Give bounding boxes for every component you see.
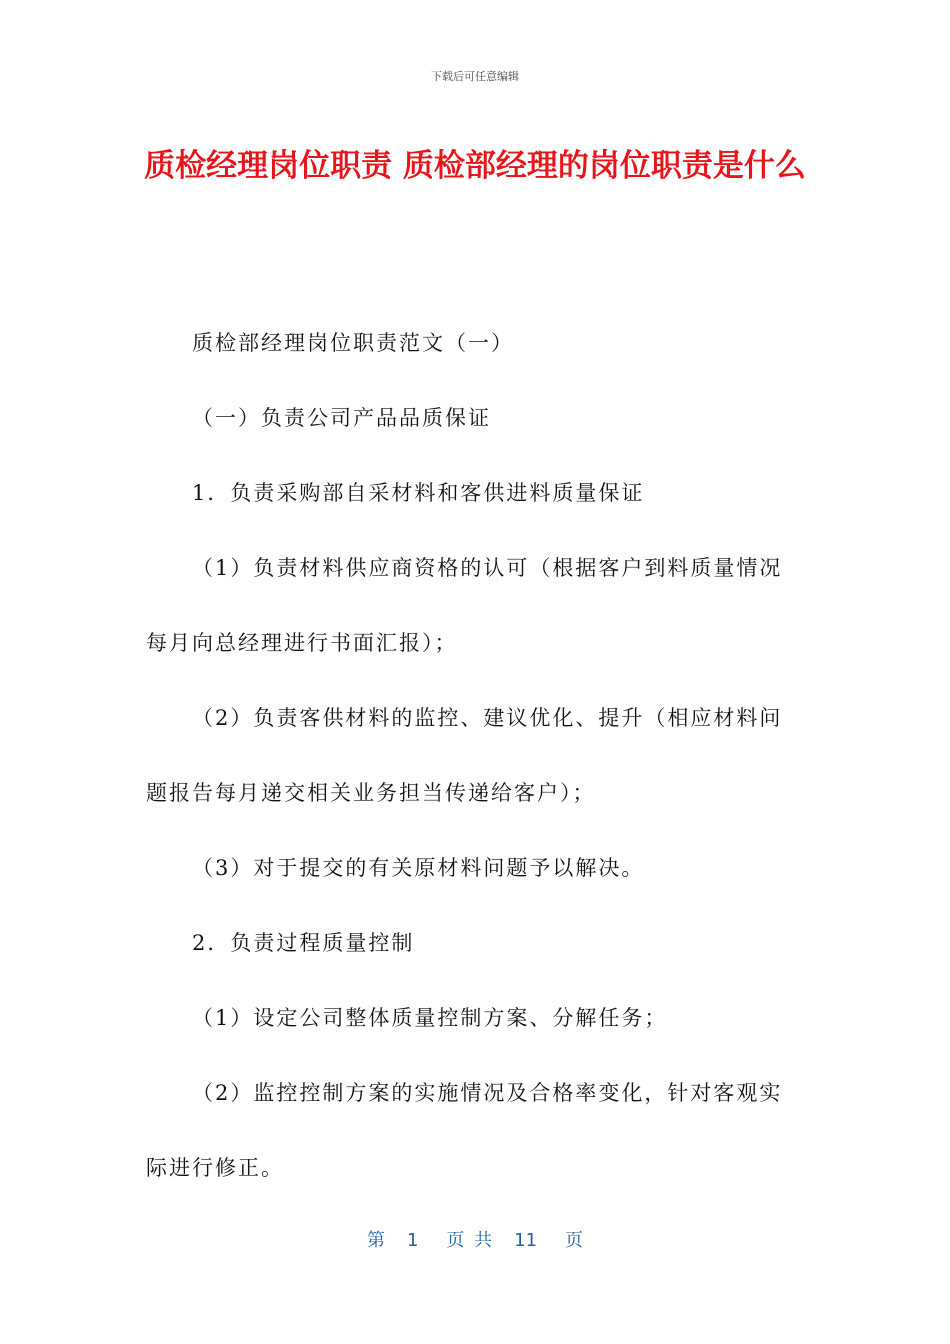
paragraph-text: （2）负责客供材料的监控、建议优化、提升（相应材料问题报告每月递交相关业务担当传递给客户）； xyxy=(146,706,783,805)
footer-suffix: 页 xyxy=(565,1230,584,1251)
header-note: 下载后可任意编辑 xyxy=(431,70,519,83)
document-title: 质检经理岗位职责 质检部经理的岗位职责是什么 xyxy=(144,148,806,184)
paragraph-section-heading: 质检部经理岗位职责范文（一） xyxy=(192,331,514,355)
page-footer xyxy=(0,1226,950,1252)
footer-total-pages: 11 xyxy=(514,1230,538,1251)
paragraph-item-1: 1．负责采购部自采材料和客供进料质量保证 xyxy=(192,481,645,505)
paragraph-subheading: （一）负责公司产品品质保证 xyxy=(192,406,491,430)
paragraph-text: （2）监控控制方案的实施情况及合格率变化，针对客观实际进行修正。 xyxy=(146,1081,783,1180)
footer-prefix: 第 xyxy=(366,1230,385,1251)
paragraph-item-1-1 xyxy=(146,531,802,681)
paragraph-item-1-3: （3）对于提交的有关原材料问题予以解决。 xyxy=(192,856,645,880)
paragraph-item-2-2 xyxy=(146,1056,802,1206)
paragraph-item-2-1: （1）设定公司整体质量控制方案、分解任务； xyxy=(192,1006,668,1030)
paragraph-item-1-2 xyxy=(146,681,802,831)
paragraph-item-2: 2．负责过程质量控制 xyxy=(192,931,415,955)
footer-middle: 页 共 xyxy=(446,1230,493,1251)
paragraph-text: （1）负责材料供应商资格的认可（根据客户到料质量情况每月向总经理进行书面汇报）； xyxy=(146,556,783,655)
footer-page-number: 1 xyxy=(406,1230,419,1251)
